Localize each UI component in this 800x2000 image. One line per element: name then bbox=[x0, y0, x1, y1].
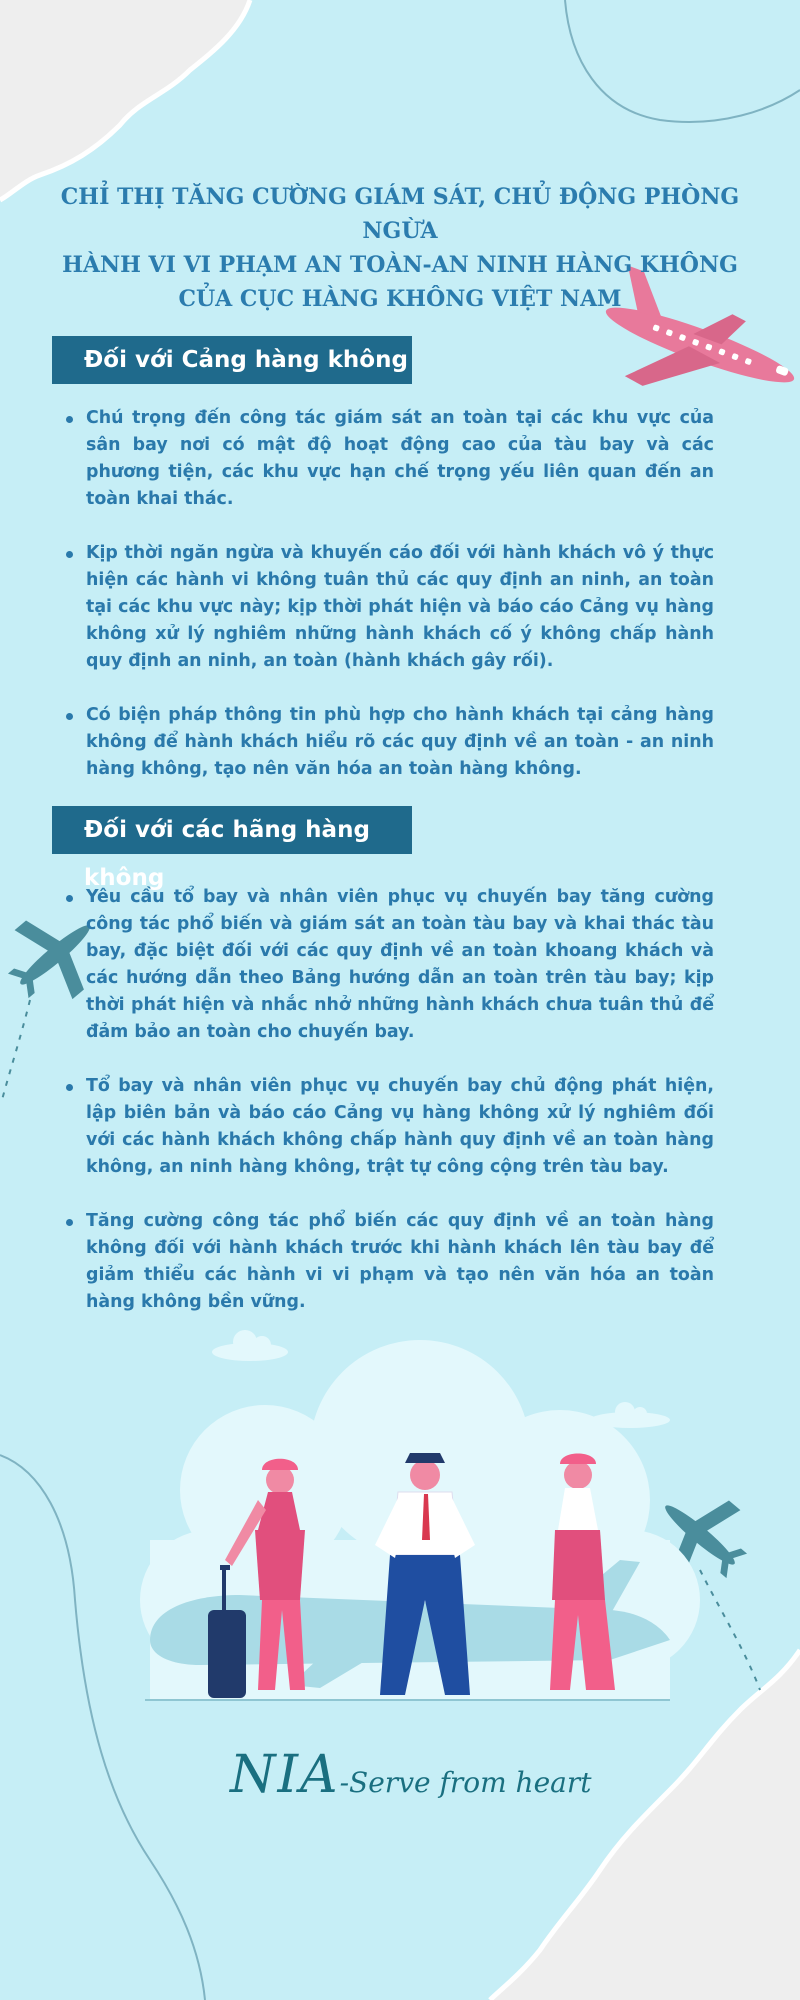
signature-tagline: -Serve from heart bbox=[339, 1766, 592, 1799]
list-item: Yêu cầu tổ bay và nhân viên phục vụ chuyến bay tăng cường công tác phổ biến và giám sát an toàn tàu bay và khai thác tàu bay, đặc biệt đối với các quy định về an toàn khoang khách và các hướng dẫn theo Bảng hướng dẫn an toàn trên tàu bay; kịp thời phát hiện và nhắc nhở những hành khách chưa tuân thủ để đảm bảo an toàn cho chuyến bay. bbox=[62, 884, 714, 1046]
torn-paper-top-left bbox=[0, 0, 250, 200]
bullet-list-airlines bbox=[62, 884, 714, 1343]
title-line-1: CHỈ THỊ TĂNG CƯỜNG GIÁM SÁT, CHỦ ĐỘNG PHÒNG NGỪA bbox=[60, 184, 740, 244]
list-item: Kịp thời ngăn ngừa và khuyến cáo đối với hành khách vô ý thực hiện các hành vi không tuân thủ các quy định an ninh, an toàn tại các khu vực này; kịp thời phát hiện và báo cáo Cảng vụ hàng không xử lý nghiêm những hành khách cố ý không chấp hành quy định an ninh, an toàn (hành khách gây rối). bbox=[62, 540, 714, 675]
list-item: Tổ bay và nhân viên phục vụ chuyến bay chủ động phát hiện, lập biên bản và báo cáo Cảng vụ hàng không xử lý nghiêm đối với các hành khách không chấp hành quy định về an toàn hàng không, an ninh hàng không, trật tự công cộng trên tàu bay. bbox=[62, 1073, 714, 1181]
bullet-list-airport bbox=[62, 405, 714, 810]
list-item: Chú trọng đến công tác giám sát an toàn tại các khu vực của sân bay nơi có mật độ hoạt động cao của tàu bay và các phương tiện, các khu vực hạn chế trọng yếu liên quan đến an toàn khai thác. bbox=[62, 405, 714, 513]
list-item: Có biện pháp thông tin phù hợp cho hành khách tại cảng hàng không để hành khách hiểu rõ các quy định về an toàn - an ninh hàng không, tạo nên văn hóa an toàn hàng không. bbox=[62, 702, 714, 783]
list-item: Tăng cường công tác phổ biến các quy định về an toàn hàng không đối với hành khách trước khi hành khách lên tàu bay để giảm thiểu các hành vi vi phạm và tạo nên văn hóa an toàn hàng không bền vững. bbox=[62, 1208, 714, 1316]
section-heading-airlines: Đối với các hãng hàng không bbox=[52, 806, 412, 854]
signature-mark: NIA bbox=[230, 1745, 340, 1805]
section-heading-airport: Đối với Cảng hàng không bbox=[52, 336, 412, 384]
page-title bbox=[40, 180, 760, 316]
signature-logo bbox=[230, 1745, 630, 1805]
torn-paper-bottom-right bbox=[490, 1650, 800, 2000]
title-line-2: HÀNH VI VI PHẠM AN TOÀN-AN NINH HÀNG KHÔNG bbox=[62, 252, 738, 278]
crew-illustration bbox=[140, 1340, 700, 1700]
title-line-3: CỦA CỤC HÀNG KHÔNG VIỆT NAM bbox=[178, 286, 622, 312]
